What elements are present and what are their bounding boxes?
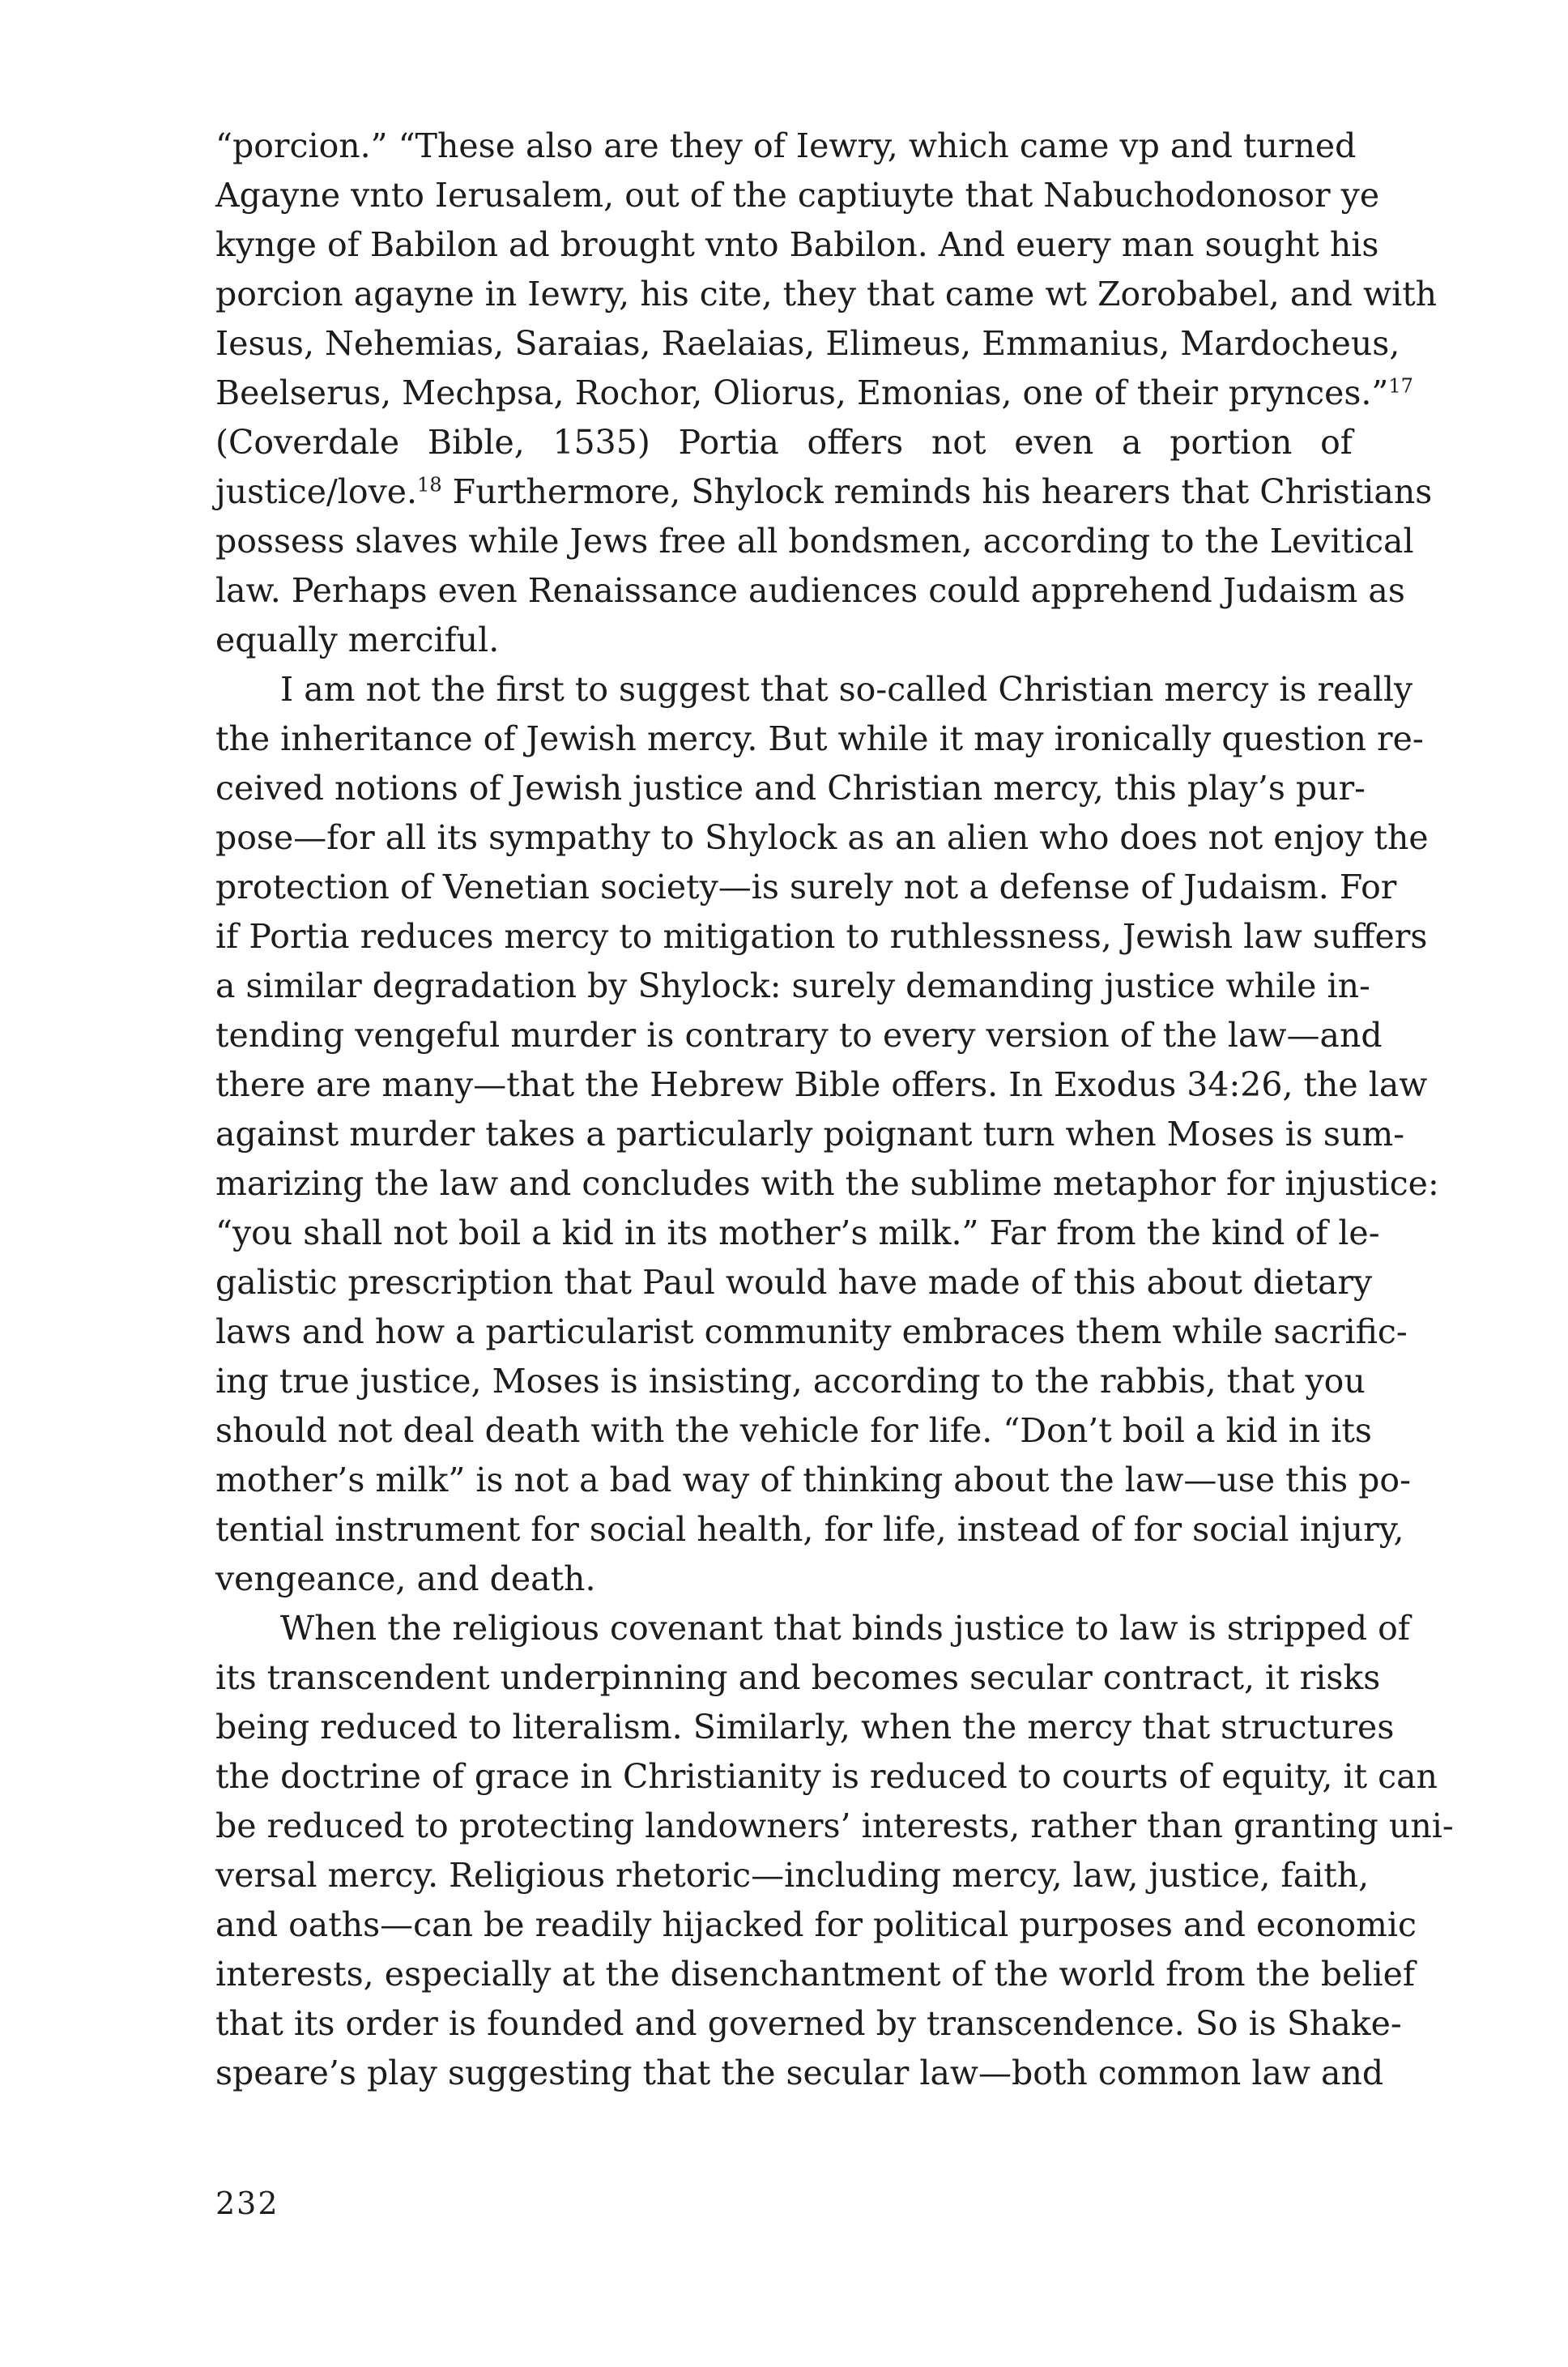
text-line: ceived notions of Jewish justice and Christian mercy, this play’s pur-	[215, 769, 1366, 808]
text-line: mother’s milk” is not a bad way of thinking about the law—use this po-	[215, 1461, 1411, 1499]
text-line: Agayne vnto Ierusalem, out of the captiuyte that Nabuchodonosor ye	[215, 176, 1380, 215]
text-line	[215, 369, 1413, 417]
paragraph-first-line: I am not the first to suggest that so-called Christian mercy is really	[280, 670, 1413, 709]
footnote-ref: 17	[1388, 374, 1413, 398]
text-line: vengeance, and death.	[215, 1559, 596, 1598]
text-line: ing true justice, Moses is insisting, according to the rabbis, that you	[215, 1362, 1366, 1401]
text-line	[215, 467, 1433, 516]
text-line: versal mercy. Religious rhetoric—including mercy, law, justice, faith,	[215, 1856, 1370, 1895]
text-line: tending vengeful murder is contrary to every version of the law—and	[215, 1016, 1383, 1055]
text-line: and oaths—can be readily hijacked for political purposes and economic	[215, 1905, 1417, 1944]
text-line: be reduced to protecting landowners’ interests, rather than granting uni-	[215, 1806, 1454, 1845]
footnote-ref: 18	[417, 473, 442, 497]
text-line: a similar degradation by Shylock: surely demanding justice while in-	[215, 966, 1370, 1005]
text-line: equally merciful.	[215, 621, 500, 659]
text-line: being reduced to literalism. Similarly, when the mercy that structures	[215, 1708, 1395, 1746]
text-line: there are many—that the Hebrew Bible offers. In Exodus 34:26, the law	[215, 1065, 1428, 1104]
text-line: laws and how a particularist community embraces them while sacrific-	[215, 1312, 1408, 1351]
text-line: “porcion.” “These also are they of Iewry, which came vp and turned	[215, 126, 1357, 165]
text-line: marizing the law and concludes with the sublime metaphor for injustice:	[215, 1164, 1439, 1203]
text-line: against murder takes a particularly poignant turn when Moses is sum-	[215, 1115, 1405, 1154]
text-line: if Portia reduces mercy to mitigation to ruthlessness, Jewish law suffers	[215, 917, 1428, 956]
text-line: (Coverdale Bible, 1535) Portia offers not even a portion of	[215, 423, 1353, 462]
text-line: the inheritance of Jewish mercy. But while it may ironically question re-	[215, 719, 1424, 758]
text-line: law. Perhaps even Renaissance audiences could apprehend Judaism as	[215, 571, 1405, 610]
text-line: speare’s play suggesting that the secular law—both common law and	[215, 2054, 1384, 2092]
text-line: tential instrument for social health, for life, instead of for social injury,	[215, 1510, 1404, 1549]
text-line: galistic prescription that Paul would have made of this about dietary	[215, 1263, 1373, 1302]
text-line: the doctrine of grace in Christianity is reduced to courts of equity, it can	[215, 1757, 1438, 1796]
line-text: justice/love.	[215, 472, 418, 511]
text-line: its transcendent underpinning and becomes secular contract, it risks	[215, 1658, 1381, 1697]
text-line: “you shall not boil a kid in its mother’s milk.” Far from the kind of le-	[215, 1213, 1380, 1252]
text-line: should not deal death with the vehicle for life. “Don’t boil a kid in its	[215, 1411, 1372, 1450]
text-line: possess slaves while Jews free all bondsmen, according to the Levitical	[215, 522, 1414, 561]
text-line: that its order is founded and governed by transcendence. So is Shake-	[215, 2004, 1402, 2043]
text-line: interests, especially at the disenchantment of the world from the belief	[215, 1955, 1416, 1994]
text-line: porcion agayne in Iewry, his cite, they that came wt Zorobabel, and with	[215, 275, 1438, 313]
text-line: protection of Venetian society—is surely not a defense of Judaism. For	[215, 868, 1397, 906]
line-text-continued: Furthermore, Shylock reminds his hearers that Christians	[441, 472, 1433, 511]
paragraph-first-line: When the religious covenant that binds justice to law is stripped of	[280, 1609, 1410, 1648]
text-line: pose—for all its sympathy to Shylock as an alien who does not enjoy the	[215, 818, 1429, 857]
text-line: kynge of Babilon ad brought vnto Babilon. And euery man sought his	[215, 225, 1379, 264]
line-text: Beelserus, Mechpsa, Rochor, Oliorus, Emonias, one of their prynces.”	[215, 373, 1389, 412]
page-number: 232	[215, 2186, 279, 2221]
book-page	[215, 122, 1454, 2309]
text-line: Iesus, Nehemias, Saraias, Raelaias, Elimeus, Emmanius, Mardocheus,	[215, 324, 1400, 363]
